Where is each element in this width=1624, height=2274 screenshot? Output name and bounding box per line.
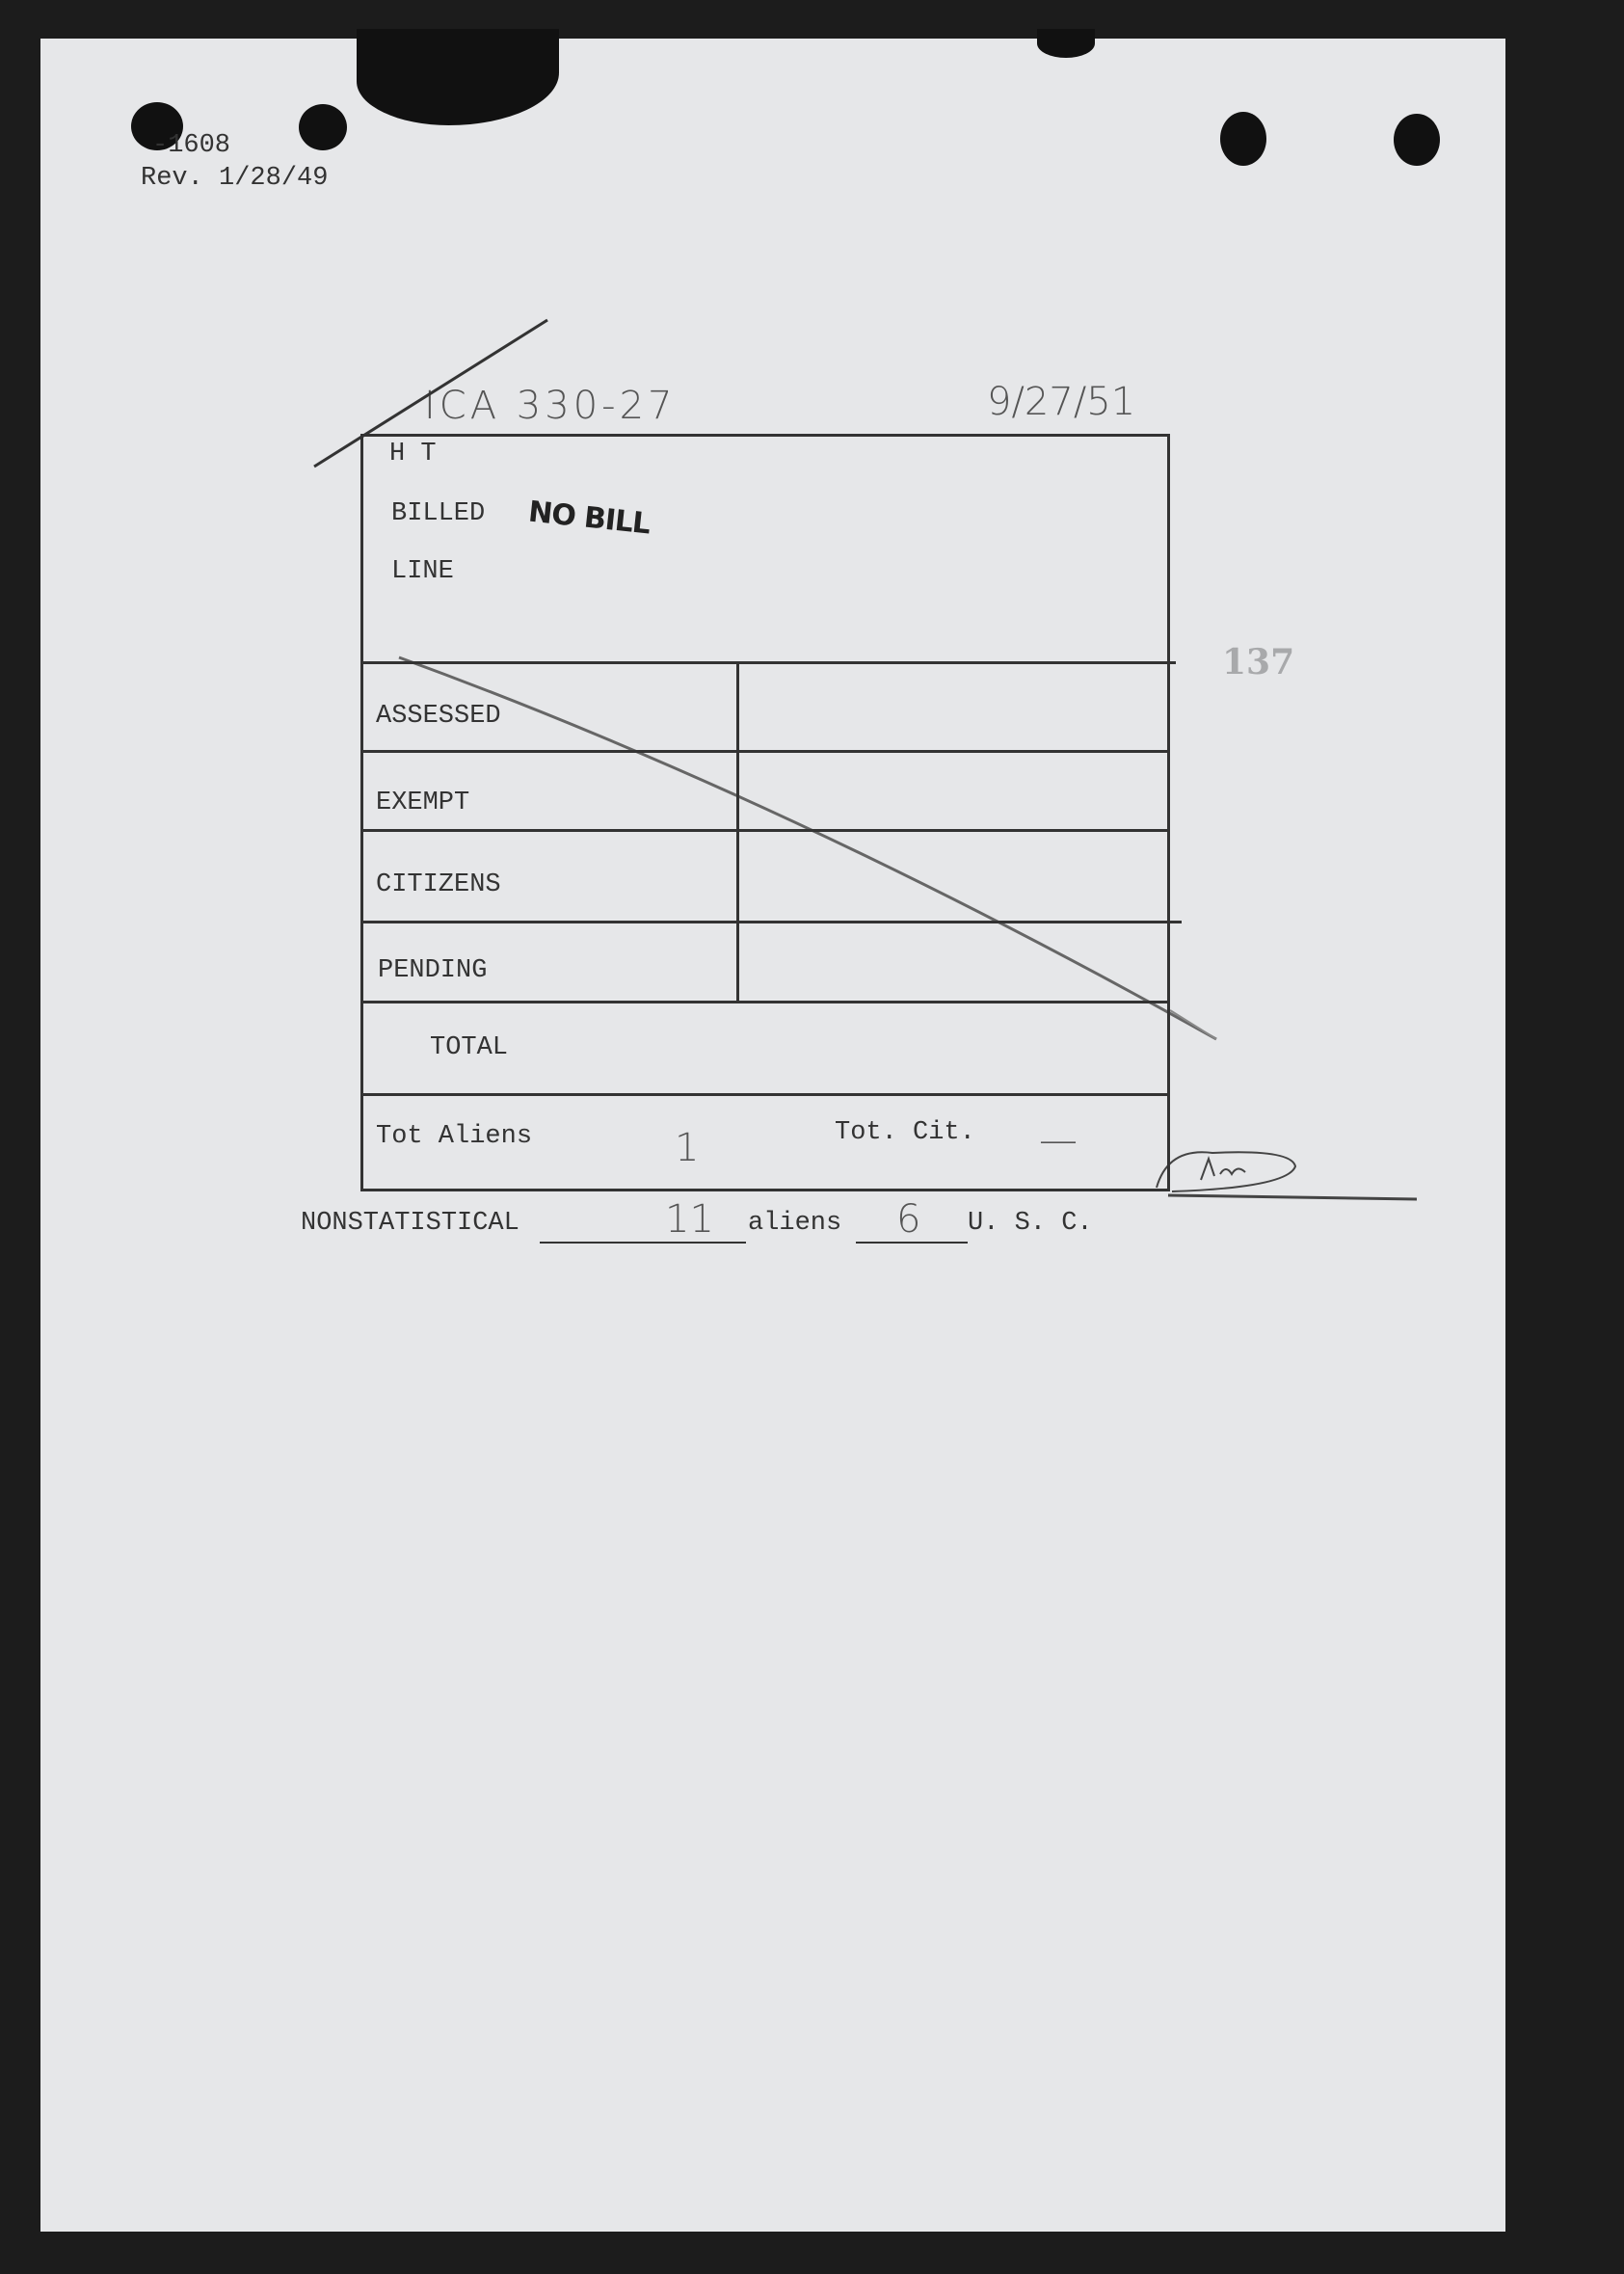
row-label-citizens: CITIZENS [376, 870, 501, 899]
form-number: -1608 [152, 131, 231, 160]
column-divider [736, 661, 739, 1003]
usc-blank-line [856, 1242, 968, 1244]
tot-aliens-label: Tot Aliens [376, 1122, 533, 1151]
header-box-divider [360, 661, 1176, 664]
nonstatistical-usc-value: 6 [896, 1197, 921, 1242]
row-divider-5 [360, 1093, 1170, 1096]
row-divider-3 [360, 921, 1182, 923]
record-date: 9/27/51 [987, 380, 1136, 424]
usc-label: U. S. C. [968, 1209, 1093, 1238]
tot-cit-label: Tot. Cit. [835, 1118, 975, 1147]
row-divider-2 [360, 829, 1170, 832]
row-label-pending: PENDING [378, 956, 488, 985]
page-number: 137 [1222, 642, 1295, 682]
line-label: LINE [391, 557, 454, 586]
tot-cit-value: — [1039, 1118, 1078, 1163]
aliens-blank-line [540, 1242, 746, 1244]
nonstatistical-label: NONSTATISTICAL [301, 1209, 519, 1238]
initials-scribble [1157, 1152, 1295, 1191]
file-number: ICA 330-27 [424, 384, 677, 428]
row-label-assessed: ASSESSED [376, 702, 501, 731]
billed-label: BILLED [391, 499, 486, 528]
row-label-exempt: EXEMPT [376, 789, 470, 817]
tally-table [360, 434, 1170, 1191]
ht-label: H T [389, 440, 437, 468]
row-divider-1 [360, 750, 1170, 753]
right-margin-line [1168, 1195, 1417, 1199]
aliens-label: aliens [748, 1209, 842, 1238]
total-label: TOTAL [430, 1033, 509, 1062]
nonstatistical-aliens-value: 11 [665, 1197, 714, 1242]
form-revision: Rev. 1/28/49 [141, 164, 329, 193]
tot-aliens-value: 1 [675, 1126, 700, 1170]
row-divider-4 [360, 1001, 1170, 1003]
no-bill-stamp: NO BILL [526, 495, 652, 542]
